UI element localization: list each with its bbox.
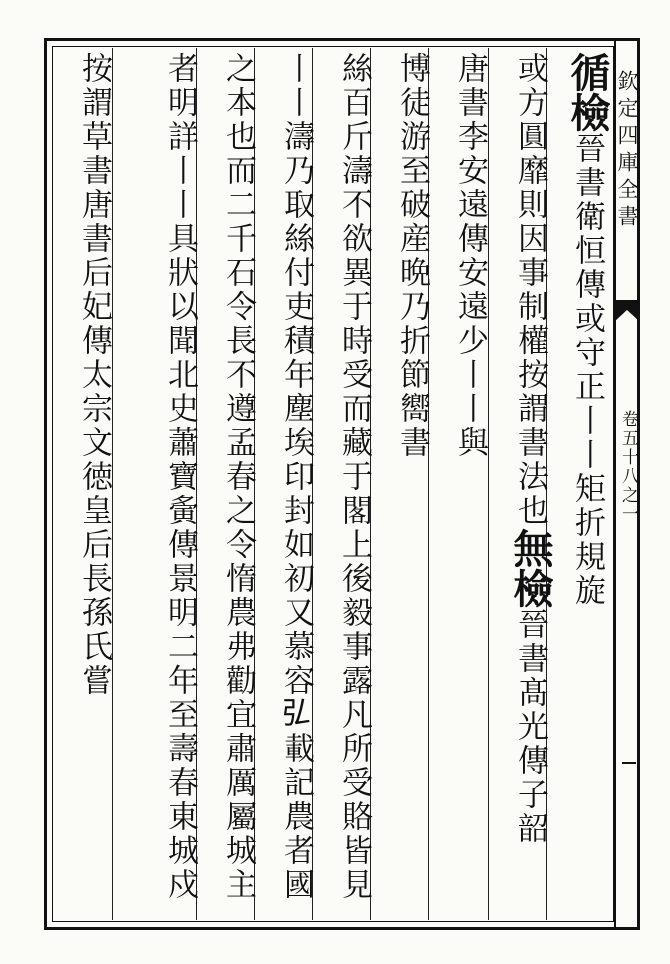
- text-column-9: [60, 52, 114, 918]
- text-column-1: [556, 52, 610, 918]
- text-column-4: [378, 52, 432, 918]
- entry-body: 晉書髙光傳子韶: [512, 608, 548, 846]
- entry-body: 者明詳丨丨具狀以聞北史蕭寶夤傳景明二年至壽春東城戍: [162, 52, 198, 902]
- margin-page-mark: [622, 762, 636, 764]
- text-column-8: [120, 52, 200, 918]
- entry-heading: 無檢: [507, 528, 554, 608]
- entry-body: 丨丨濤乃取絲付吏積年塵埃印封如初又慕容𢎞載記農者國: [278, 52, 314, 902]
- entry-body: 博徒游至破産晩乃折節嚮書: [394, 52, 430, 460]
- fish-tail-mark-icon: [614, 300, 640, 322]
- entry-body: 絲百斤濤不欲異于時受而藏于閣上後毅事露凡所受賂皆見: [336, 52, 372, 902]
- margin-volume: 卷五十八之一: [618, 410, 638, 524]
- entry-body: 晉書衛恒傳或守正丨丨矩折規旋: [569, 132, 605, 608]
- entry-body: 按謂草書唐書后妃傳太宗文徳皇后長孫氏嘗: [76, 52, 112, 698]
- margin-title: 欽定四庫全書: [615, 70, 639, 232]
- entry-heading: 循檢: [564, 52, 611, 132]
- text-column-6: [262, 52, 316, 918]
- text-column-3: [436, 52, 490, 918]
- entry-body: 唐書李安遠傳安遠少丨丨與: [452, 52, 488, 460]
- text-column-5: [320, 52, 374, 918]
- text-column-7: [204, 52, 258, 918]
- text-column-2: [496, 52, 554, 918]
- entry-body: 或方圓靡則因事制權按謂書法也: [512, 52, 548, 528]
- entry-body: 之本也而二千石令長不遵孟春之令惰農弗勸宜肅厲屬城主: [220, 52, 256, 902]
